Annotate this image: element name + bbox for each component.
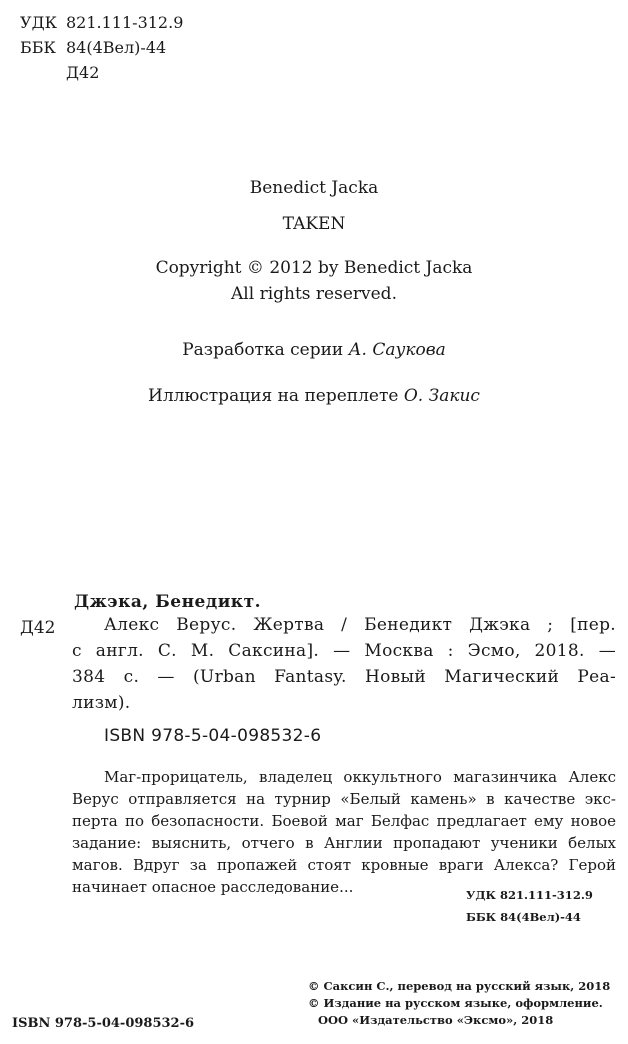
catalog-line: 384 с. — (Urban Fantasy. Новый Магический Реа- [72, 667, 616, 687]
udk-label: УДК [20, 13, 57, 32]
copyright-edition: © Издание на русском языке, оформление. [308, 996, 603, 1010]
catalog-code: Д42 [20, 618, 56, 638]
catalog-line: лизм). [72, 693, 131, 713]
catalog-isbn: ISBN 978-5-04-098532-6 [104, 726, 322, 746]
catalog-heading: Джэка, Бенедикт. [74, 592, 262, 612]
annotation-line: Верус отправляется на турнир «Белый камень» в качестве экс- [72, 790, 616, 808]
bbk-row [20, 35, 183, 60]
original-author: Benedict Jacka [249, 178, 379, 198]
catalog-line: Алекс Верус. Жертва / Бенедикт Джэка ; [пер. [104, 615, 616, 635]
annotation-line: магов. Вдруг за пропажей стоят кровные враги Алекса? Герой [72, 856, 616, 874]
series-label: Разработка серии [182, 340, 349, 360]
footer-udk: УДК 821.111-312.9 [466, 888, 593, 902]
bbk-label: ББК [20, 38, 56, 57]
udk-row [20, 10, 183, 35]
annotation [72, 766, 616, 898]
series-credit [0, 340, 628, 360]
annotation-line: перта по безопасности. Боевой маг Белфас предлагает ему новое [72, 812, 616, 830]
footer-isbn: ISBN 978-5-04-098532-6 [12, 1016, 195, 1031]
annotation-line: Маг-прорицатель, владелец оккультного магазинчика Алекс [104, 768, 616, 786]
annotation-line: начинает опасное расследование... [72, 878, 354, 896]
illustration-name: О. Закис [403, 386, 480, 406]
annotation-line: задание: выяснить, отчего в Англии пропадают ученики белых [72, 834, 616, 852]
catalog-entry-body [72, 612, 616, 716]
footer-codes [466, 884, 593, 928]
author-mark-row [20, 60, 183, 85]
footer-bbk: ББК 84(4Вел)-44 [466, 910, 581, 924]
udk-value: 821.111-312.9 [66, 13, 184, 32]
illustration-credit [0, 386, 628, 406]
original-title: TAKEN [282, 214, 346, 234]
catalog-line: с англ. С. М. Саксина]. — Москва : Эсмо, 2018. — [72, 641, 616, 661]
bbk-value: 84(4Вел)-44 [66, 38, 167, 57]
illustration-label: Иллюстрация на переплете [148, 386, 404, 406]
series-name: А. Саукова [348, 340, 446, 360]
rights-reserved: All rights reserved. [231, 284, 397, 304]
copyright-publisher: ООО «Издательство «Эксмо», 2018 [318, 1013, 554, 1027]
classification-codes [20, 10, 183, 85]
copyright-translation: © Саксин С., перевод на русский язык, 2018 [308, 979, 611, 993]
author-mark: Д42 [66, 63, 100, 82]
footer-copyright [308, 978, 610, 1029]
original-copyright: Copyright © 2012 by Benedict Jacka [155, 258, 473, 278]
